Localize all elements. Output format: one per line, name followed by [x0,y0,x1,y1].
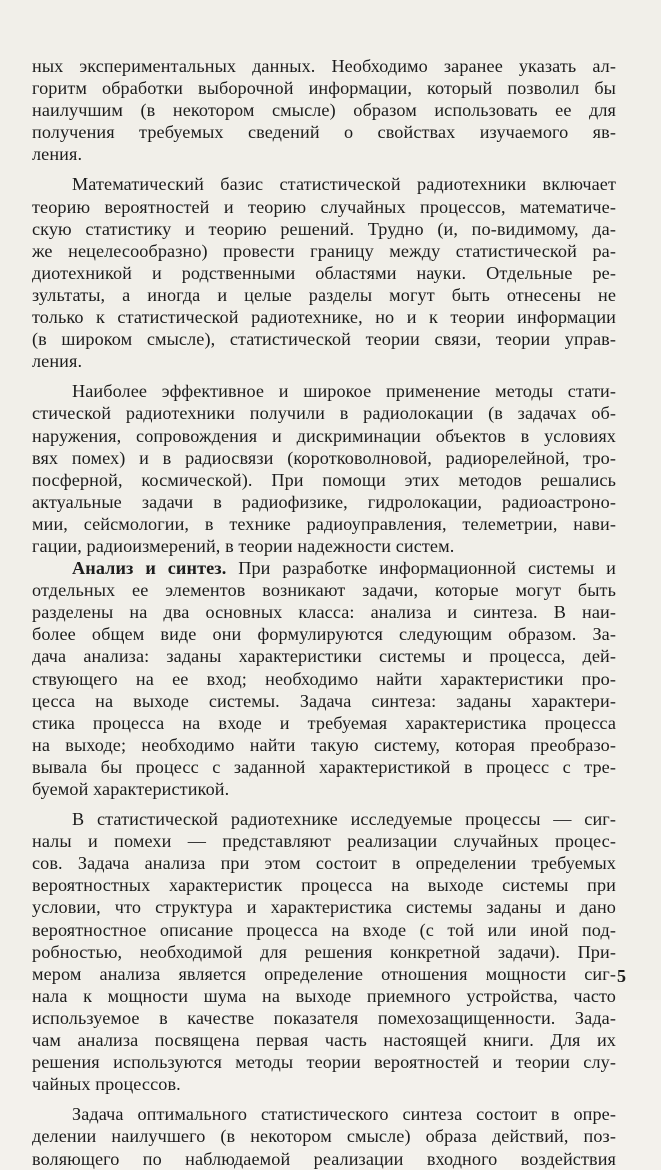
text-line: чайных процессов. [32,1074,181,1095]
text-line: диотехникой и родственными областями науки. Отдельные ре- [32,262,616,283]
text-line: нала к мощности шума на выходе приемного устройства, часто [32,985,616,1006]
paragraph-5 [32,808,616,1095]
paragraph-6 [32,1103,616,1169]
text-line: воляющего по наблюдаемой реализации входного воздействия [32,1148,616,1169]
text-line: зультаты, а иногда и целые разделы могут быть отнесены не [32,284,616,305]
text-line: актуальные задачи в радиофизике, гидролокации, радиоастроно- [32,491,616,512]
text-line: робностью, необходимой для решения конкретной задачи). При- [32,941,616,962]
text-run: При разработке информационной системы и [226,558,616,579]
section-heading: Анализ и синтез. [72,558,227,579]
text-line: гации, радиоизмерений, в теории надежности систем. [32,535,455,556]
text-body [32,55,616,1170]
text-line: условии, что структура и характеристика системы заданы и дано [32,897,616,918]
text-line: (в широком смысле), статистической теории связи, теории управ- [32,329,616,350]
text-line: вероятностных характеристик процесса на выходе системы при [32,875,616,896]
text-line: Математический базис статистической радиотехники включает [72,174,616,195]
text-line: получения требуемых сведений о свойствах изучаемого яв- [32,122,616,143]
text-line: используемое в качестве показателя помехозащищенности. Зада- [32,1007,616,1028]
paragraph-4 [32,557,616,800]
text-line: ления. [32,351,83,372]
text-line: теорию вероятностей и теорию случайных процессов, математиче- [32,196,616,217]
text-line: посферной, космической). При помощи этих методов решались [32,469,616,490]
text-line: вях помех) и в радиосвязи (коротковолновой, радиорелейной, тро- [32,447,616,468]
text-line: ных экспериментальных данных. Необходимо заранее указать ал- [32,56,616,76]
text-line: дача анализа: заданы характеристики системы и процесса, дей- [32,646,616,667]
text-line: наилучшим (в некотором смысле) образом использовать ее для [32,100,616,121]
text-line: Наиболее эффективное и широкое применение методы стати- [72,381,616,402]
text-line: наружения, сопровождения и дискриминации объектов в условиях [32,425,616,446]
paragraph-1 [32,55,616,165]
text-line: вероятностное описание процесса на входе (с той или иной под- [32,919,616,940]
text-line: ствующего на ее вход; необходимо найти характеристики про- [32,668,616,689]
text-line: стической радиотехники получили в радиолокации (в задачах об- [32,403,616,424]
text-line: мером анализа является определение отношения мощности сиг- [32,963,616,984]
text-line: сов. Задача анализа при этом состоит в определении требуемых [32,853,616,874]
text-line: только к статистической радиотехнике, но и к теории информации [32,307,616,328]
text-line: решения используются методы теории вероятностей и теории слу- [32,1052,616,1073]
text-line [32,557,616,579]
text-line: на выходе; необходимо найти такую систему, которая преобразо- [32,734,616,755]
text-line: Задача оптимального статистического синтеза состоит в опре- [72,1104,616,1125]
text-line: скую статистику и теорию решений. Трудно (и, по-видимому, да- [32,218,616,239]
text-line: горитм обработки выборочной информации, который позволил бы [32,78,616,99]
paragraph-3 [32,380,616,557]
text-line: разделены на два основных класса: анализа и синтеза. В наи- [32,602,616,623]
text-line: цесса на выходе системы. Задача синтеза: заданы характери- [32,690,616,711]
text-line: более общем виде они формулируются следующим образом. За- [32,624,616,645]
paragraph-2 [32,173,616,372]
text-line: мии, сейсмологии, в технике радиоуправления, телеметрии, нави- [32,513,616,534]
text-line: вывала бы процесс с заданной характеристикой в процесс с тре- [32,756,616,777]
text-line: отдельных ее элементов возникают задачи, которые могут быть [32,580,616,601]
text-line: буемой характеристикой. [32,779,230,799]
text-line: налы и помехи — представляют реализации случайных процес- [32,831,616,852]
text-line: В статистической радиотехнике исследуемые процессы — сиг- [72,809,616,830]
page-number: 5 [617,966,626,986]
text-line: ления. [32,144,83,165]
text-line: стика процесса на входе и требуемая характеристика процесса [32,712,616,733]
text-line: же нецелесообразно) провести границу между статистической ра- [32,240,616,261]
text-line: делении наилучшего (в некотором смысле) образа действий, поз- [32,1126,616,1147]
text-line: чам анализа посвящена первая часть настоящей книги. Для их [32,1030,616,1051]
